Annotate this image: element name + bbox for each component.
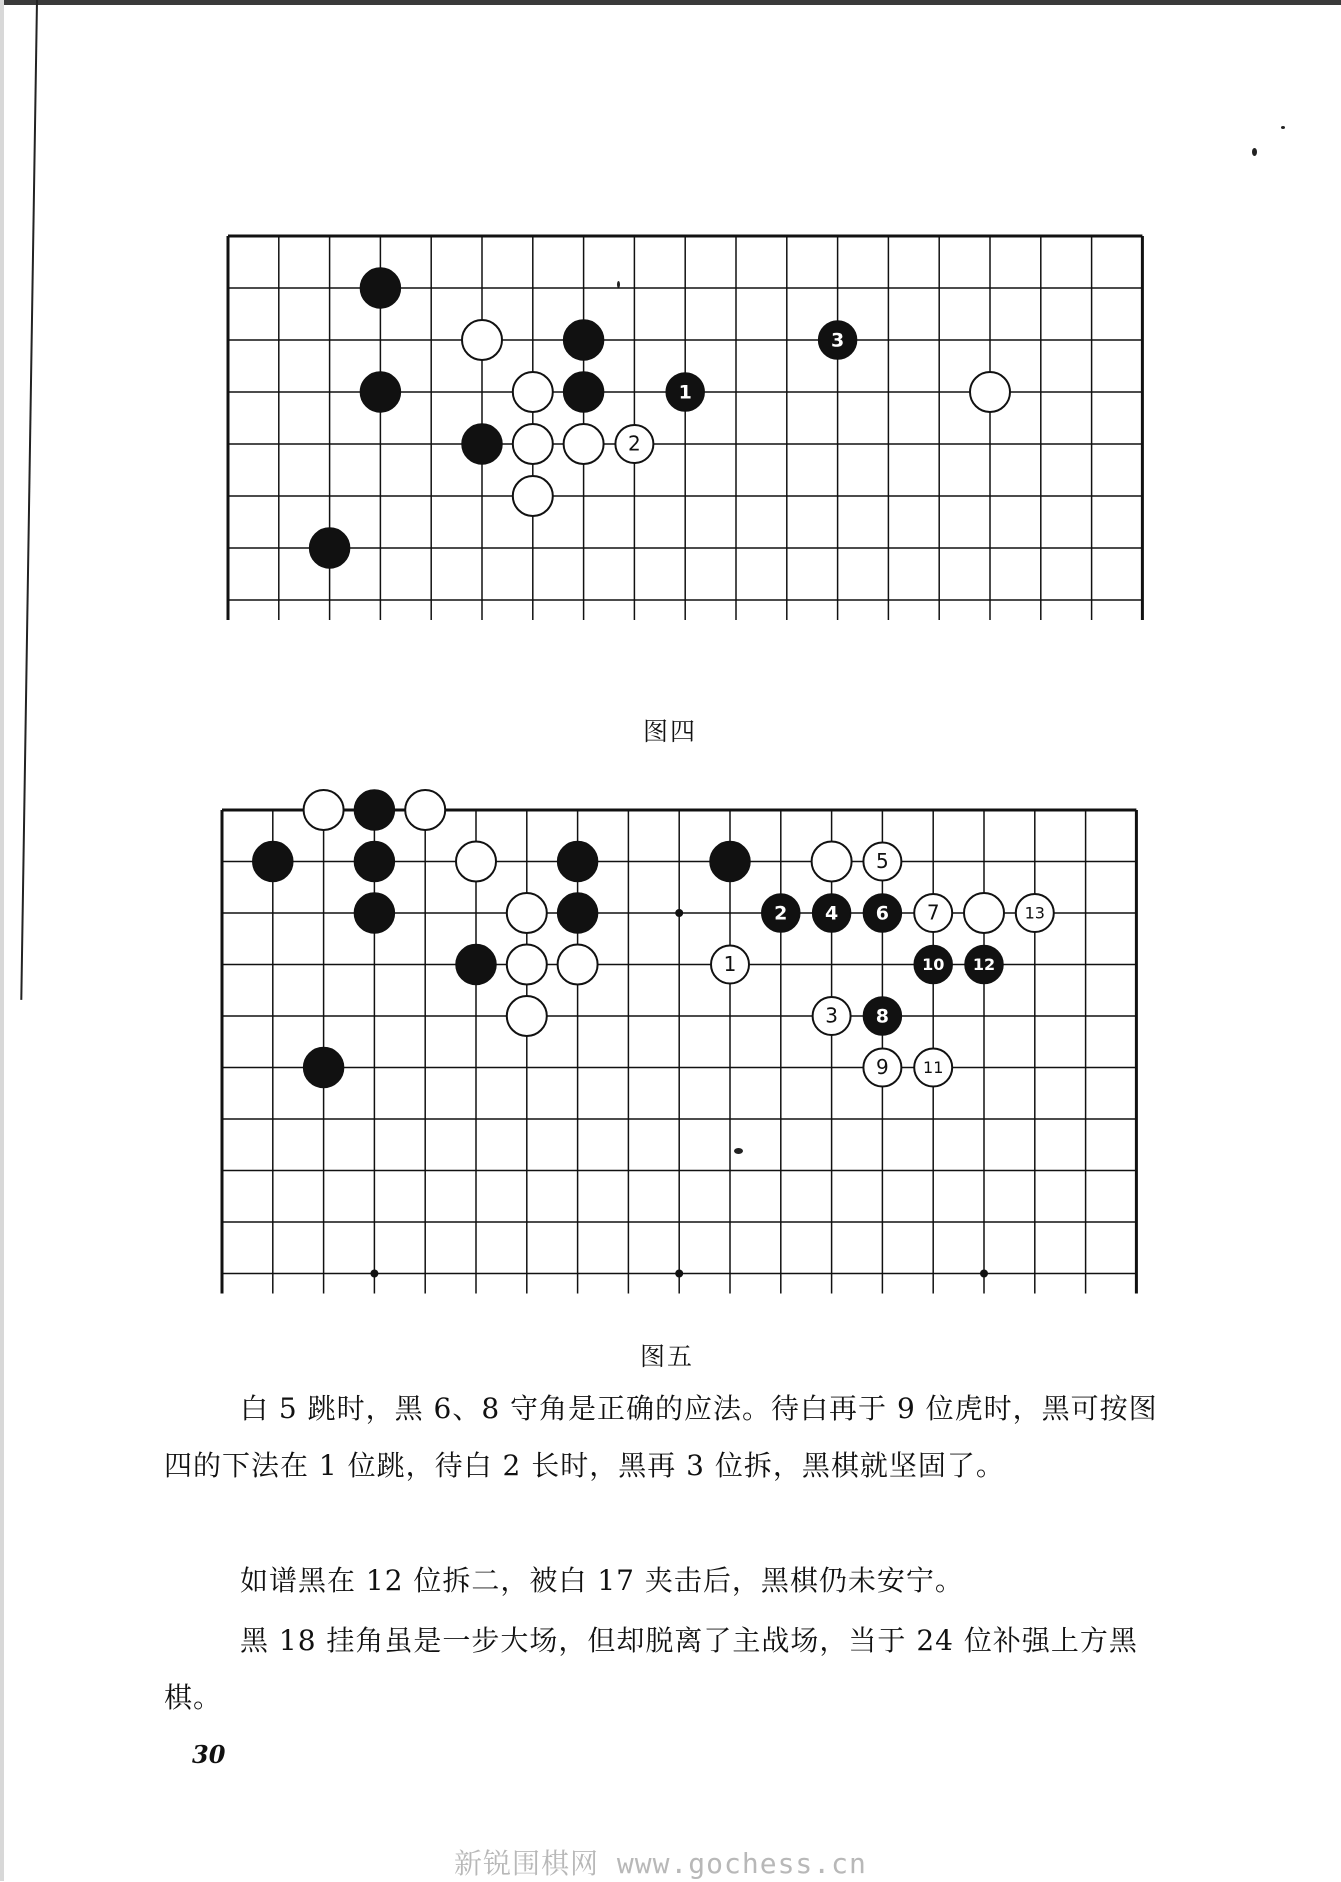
white-stone — [405, 790, 445, 830]
move-number: 9 — [876, 1055, 889, 1079]
commentary-paragraph-3: 黑 18 挂角虽是一步大场，但却脱离了主战场，当于 24 位补强上方黑棋。 — [164, 1624, 1138, 1714]
white-stone — [564, 424, 604, 464]
white-stone-move-5 — [863, 843, 901, 881]
move-number: 13 — [1024, 903, 1045, 923]
star-point — [675, 1270, 683, 1278]
move-number: 1 — [678, 381, 692, 404]
move-number: 3 — [830, 329, 845, 352]
move-number: 4 — [824, 902, 839, 925]
black-stone — [360, 372, 400, 412]
white-stone — [513, 424, 553, 464]
black-stone — [564, 372, 604, 412]
figure-5-caption: 图五 — [640, 1342, 695, 1371]
move-number: 6 — [875, 902, 890, 925]
move-number: 7 — [926, 900, 940, 925]
move-number: 5 — [876, 849, 889, 873]
site-watermark: 新锐围棋网 www.gochess.cn — [454, 1847, 867, 1880]
scan-speck — [1281, 126, 1285, 129]
scan-margin-line — [20, 0, 38, 1000]
white-stone-move-7 — [914, 894, 952, 932]
go-board-figure-4 — [218, 220, 1158, 680]
move-number: 2 — [628, 431, 641, 456]
black-stone — [456, 945, 496, 985]
white-stone — [513, 476, 553, 516]
black-stone — [462, 424, 502, 464]
white-stone — [507, 945, 547, 985]
white-stone-move-3 — [813, 997, 851, 1035]
black-stone — [304, 1048, 344, 1088]
black-stone-move-3 — [819, 321, 857, 359]
black-stone — [360, 268, 400, 308]
white-stone-move-11 — [914, 1049, 952, 1087]
move-number: 10 — [922, 955, 945, 974]
board-grid — [222, 810, 1136, 1294]
white-stone — [507, 893, 547, 933]
black-stone-move-8 — [863, 997, 901, 1035]
go-board-figure-5 — [214, 780, 1154, 1300]
white-stone-move-13 — [1016, 894, 1054, 932]
white-stone — [970, 372, 1010, 412]
commentary-paragraph-2: 如谱黑在 12 位拆二，被白 17 夹击后，黑棋仍未安宁。 — [240, 1564, 964, 1597]
move-number: 1 — [723, 952, 737, 976]
black-stone-move-1 — [666, 373, 704, 411]
black-stone-move-10 — [914, 946, 952, 984]
figure-4-caption: 图四 — [643, 717, 698, 746]
white-stone — [558, 945, 598, 985]
star-point — [370, 1270, 378, 1278]
black-stone — [564, 320, 604, 360]
black-stone — [710, 842, 750, 882]
white-stone — [456, 842, 496, 882]
white-stone — [507, 996, 547, 1036]
star-point — [675, 909, 683, 917]
move-number: 12 — [972, 955, 996, 974]
black-stone-move-2 — [762, 894, 800, 932]
move-number: 11 — [923, 1058, 944, 1077]
black-stone — [558, 893, 598, 933]
white-stone-move-2 — [615, 425, 653, 463]
black-stone — [354, 893, 394, 933]
black-stone — [354, 790, 394, 830]
white-stone — [964, 893, 1004, 933]
page-top-border — [0, 0, 1341, 5]
move-number: 8 — [875, 1005, 890, 1028]
white-stone — [513, 372, 553, 412]
star-point — [980, 1270, 988, 1278]
commentary-paragraph-1: 白 5 跳时，黑 6、8 守角是正确的应法。待白再于 9 位虎时，黑可按图四的下法在 1 位跳，待白 2 长时，黑再 3 位拆，黑棋就坚固了。 — [164, 1392, 1158, 1482]
black-stone-move-4 — [813, 894, 851, 932]
black-stone — [558, 842, 598, 882]
scan-speck — [1252, 148, 1257, 156]
page-left-border — [0, 0, 4, 1881]
white-stone-move-1 — [711, 946, 749, 984]
page-number: 30 — [192, 1740, 226, 1769]
white-stone — [462, 320, 502, 360]
black-stone — [354, 842, 394, 882]
black-stone-move-12 — [965, 946, 1003, 984]
black-stone-move-6 — [863, 894, 901, 932]
move-number: 2 — [774, 902, 788, 925]
move-number: 3 — [825, 1003, 838, 1028]
white-stone-move-9 — [863, 1049, 901, 1087]
black-stone — [310, 528, 350, 568]
white-stone — [812, 842, 852, 882]
black-stone — [253, 842, 293, 882]
white-stone — [304, 790, 344, 830]
